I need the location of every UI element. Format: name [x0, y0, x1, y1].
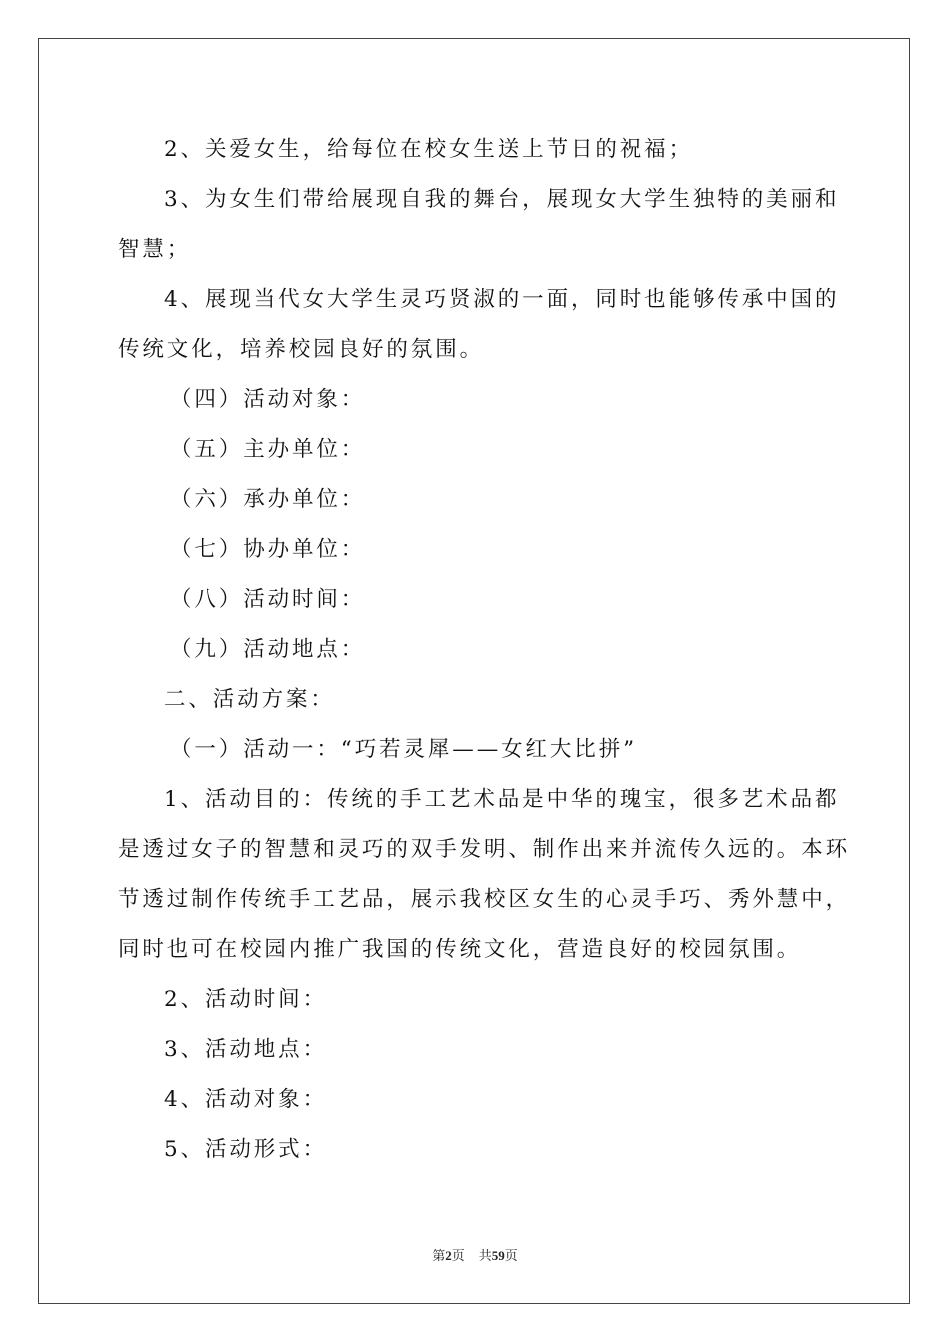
paragraph-line: 是透过女子的智慧和灵巧的双手发明、制作出来并流传久远的。本环	[118, 837, 851, 862]
footer-page-suffix: 页	[451, 1248, 465, 1263]
footer-page-number: 2	[445, 1248, 452, 1263]
paragraph-line: 传统文化，培养校园良好的氛围。	[118, 337, 485, 362]
paragraph-line: 3、活动地点：	[164, 1037, 327, 1062]
section-heading: （四）活动对象：	[170, 387, 366, 412]
paragraph-line: 2、关爱女生，给每位在校女生送上节日的祝福；	[164, 137, 693, 162]
paragraph-line: 5、活动形式：	[164, 1137, 327, 1162]
section-heading: （九）活动地点：	[170, 637, 366, 662]
footer-total-prefix: 共	[478, 1248, 492, 1263]
paragraph-line: 智慧；	[118, 237, 192, 262]
section-heading: （七）协办单位：	[170, 537, 366, 562]
paragraph-line: 4、活动对象：	[164, 1087, 327, 1112]
section-heading: （一）活动一：“巧若灵犀——女红大比拼”	[170, 737, 637, 762]
section-heading: （八）活动时间：	[170, 587, 366, 612]
document-body	[118, 125, 851, 1175]
footer-total-suffix: 页	[504, 1248, 518, 1263]
page-footer	[0, 1245, 950, 1264]
paragraph-line: 1、活动目的：传统的手工艺术品是中华的瑰宝，很多艺术品都	[164, 787, 840, 812]
paragraph-line: 4、展现当代女大学生灵巧贤淑的一面，同时也能够传承中国的	[164, 287, 840, 312]
section-heading: （六）承办单位：	[170, 487, 366, 512]
footer-page-prefix: 第	[432, 1248, 446, 1263]
paragraph-line: 同时也可在校园内推广我国的传统文化，营造良好的校园氛围。	[118, 937, 802, 962]
section-heading: 二、活动方案：	[164, 687, 335, 712]
section-heading: （五）主办单位：	[170, 437, 366, 462]
paragraph-line: 2、活动时间：	[164, 987, 327, 1012]
paragraph-line: 3、为女生们带给展现自我的舞台，展现女大学生独特的美丽和	[164, 187, 840, 212]
footer-total-pages: 59	[491, 1248, 505, 1263]
paragraph-line: 节透过制作传统手工艺品，展示我校区女生的心灵手巧、秀外慧中，	[118, 887, 851, 912]
